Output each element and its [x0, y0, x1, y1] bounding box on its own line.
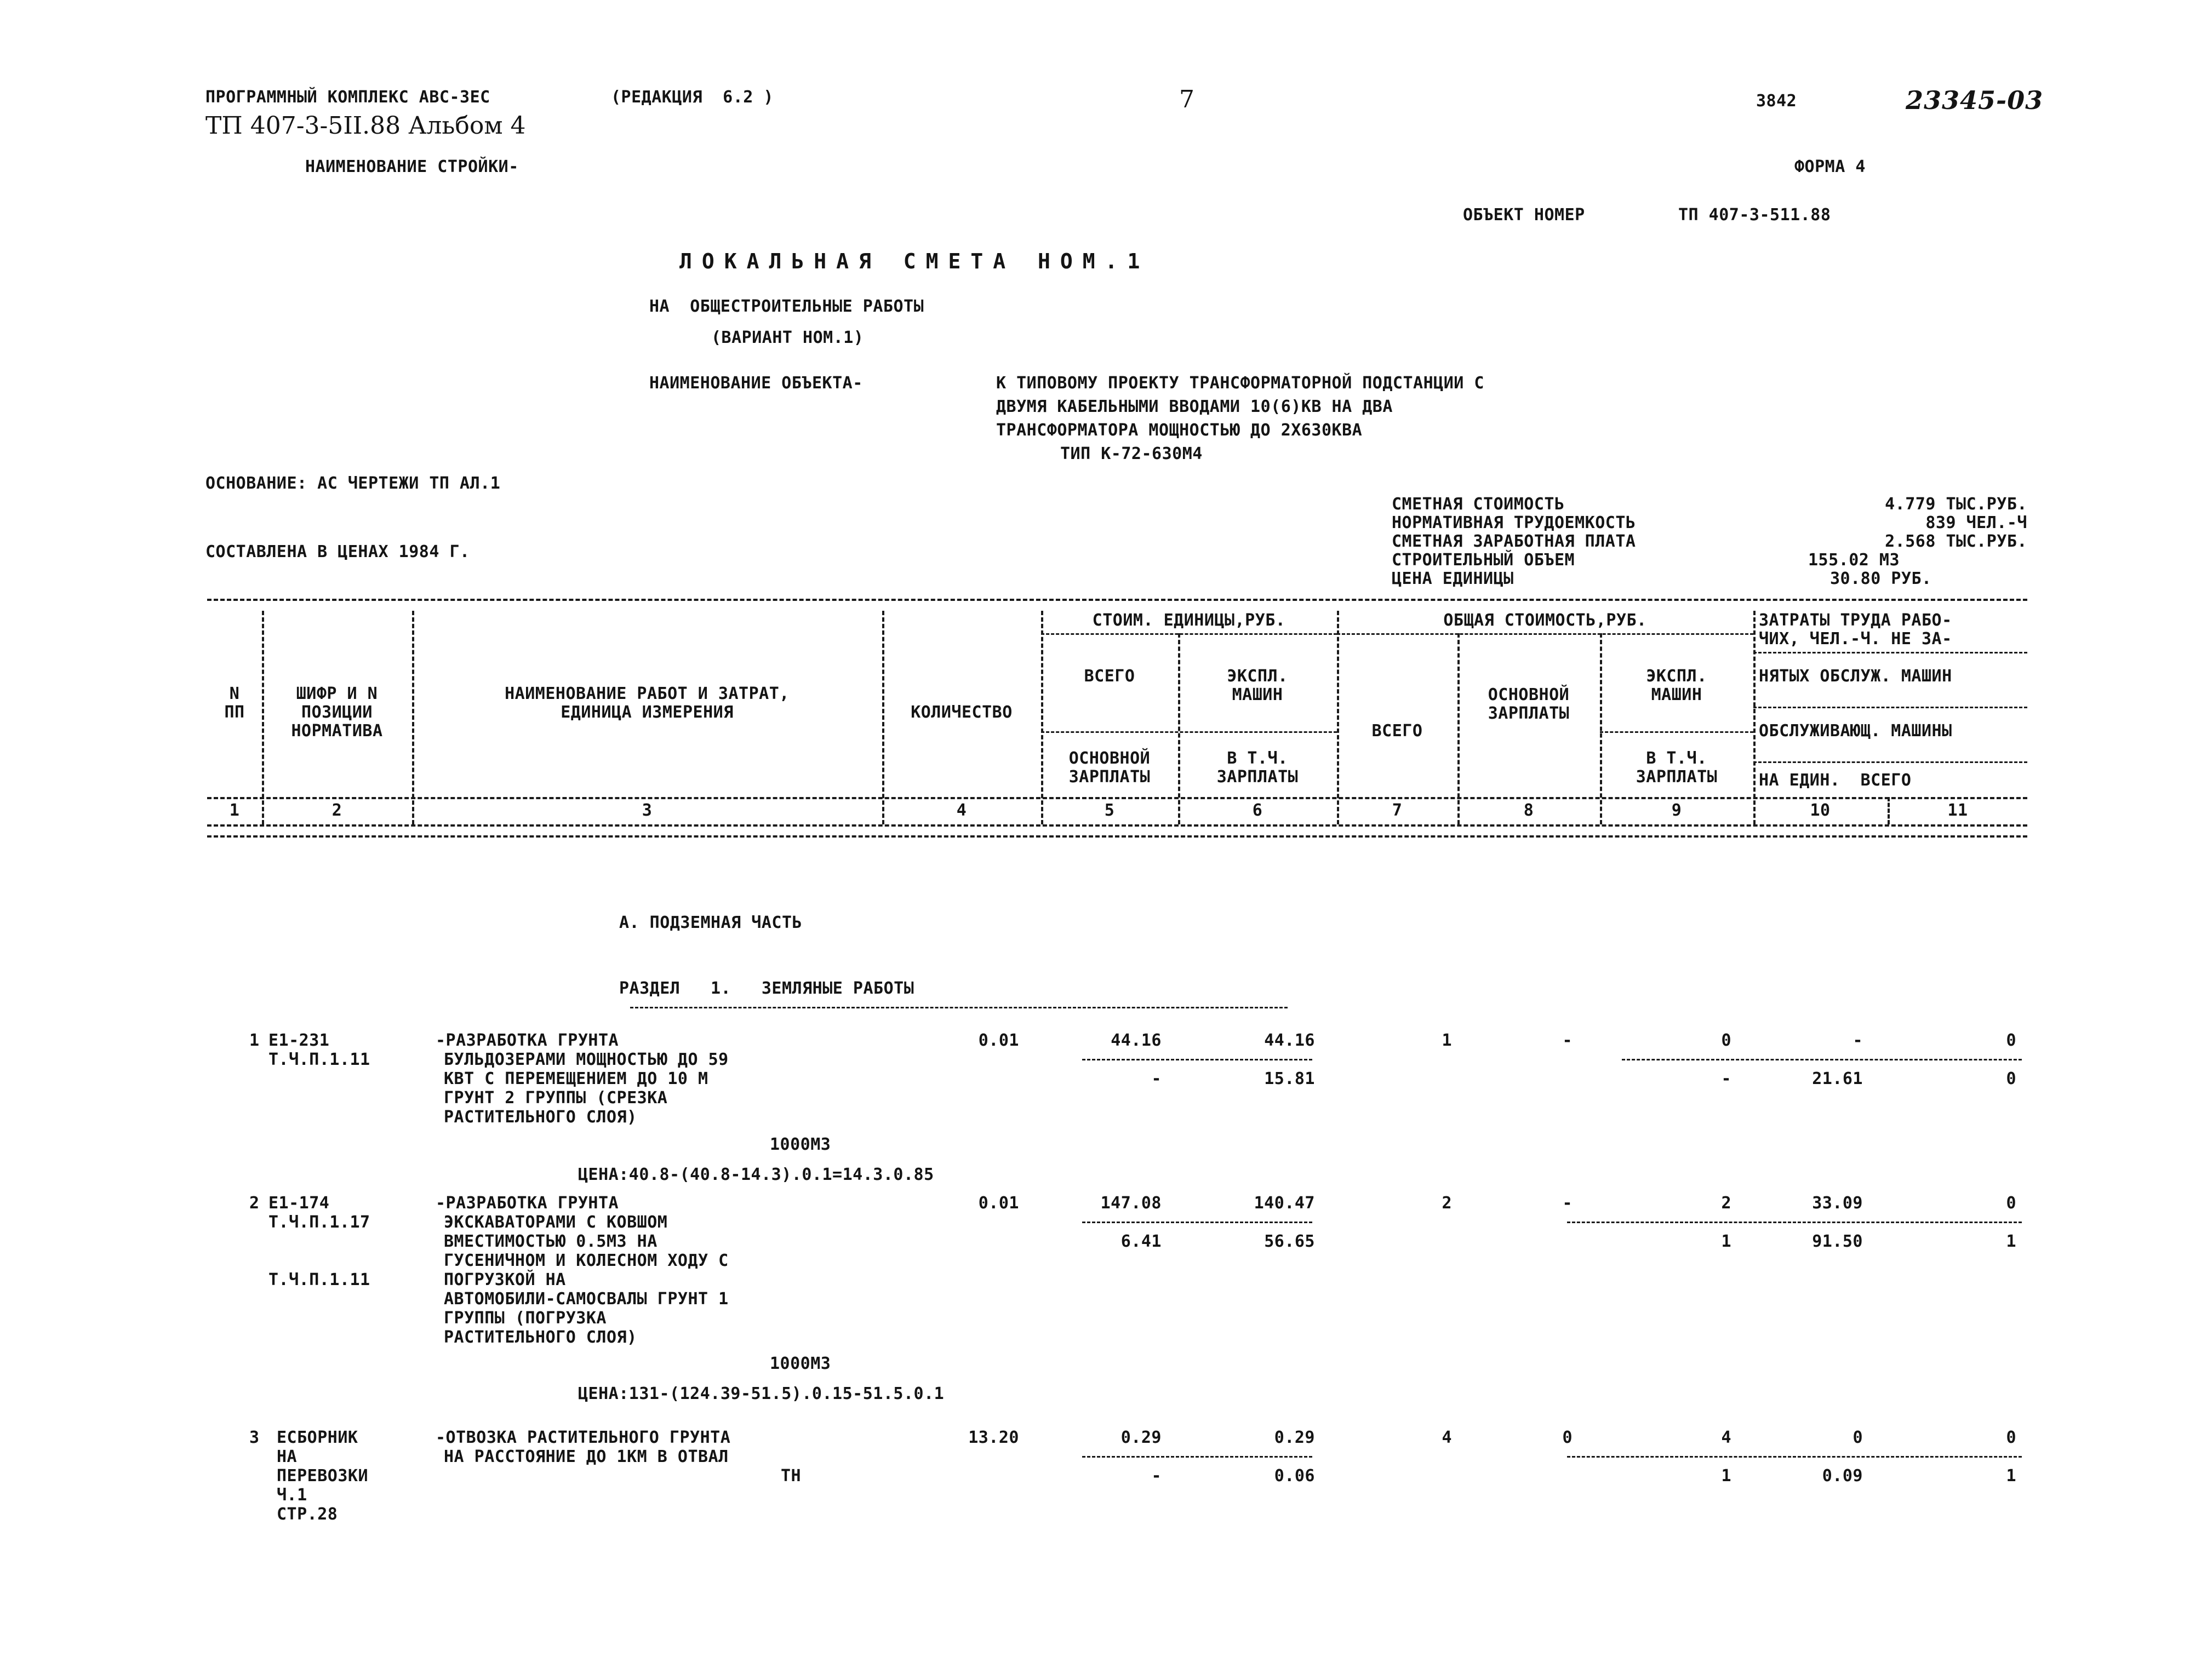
row-c6: 0.29 [1274, 1428, 1315, 1447]
row-c5: 0.29 [1120, 1428, 1162, 1447]
col-header-code: НОРМАТИВА [291, 721, 383, 741]
row-c6: 140.47 [1254, 1194, 1315, 1213]
row-c10-lower: 21.61 [1812, 1069, 1863, 1088]
row-unit: ТН [781, 1466, 802, 1486]
row-c6-lower: 15.81 [1264, 1069, 1315, 1088]
row-c8: - [1562, 1031, 1573, 1050]
summary-value: 2.568 ТЫС.РУБ. [1885, 532, 2027, 551]
col-number: 8 [1523, 801, 1534, 820]
col-header-c8: ЗАРПЛАТЫ [1488, 704, 1570, 723]
row-code: Ч.1 [277, 1486, 307, 1505]
labor-sub-rule-3 [1753, 761, 2027, 763]
prices-year-line: СОСТАВЛЕНА В ЦЕНАХ 1984 Г. [205, 542, 470, 561]
col-number: 9 [1671, 801, 1682, 820]
form-label: ФОРМА 4 [1794, 157, 1866, 176]
unit-cost-sub-rule [1041, 633, 1337, 635]
row-c9: 4 [1721, 1428, 1731, 1447]
col-header-c9: ЭКСПЛ. [1646, 667, 1707, 686]
col-header-c5-lower: ОСНОВНОЙ [1068, 749, 1151, 768]
row-c6-lower: 0.06 [1274, 1466, 1315, 1486]
row-code: Е1-231 [268, 1031, 330, 1050]
row-c9: 2 [1721, 1194, 1731, 1213]
table-double-rule [207, 835, 2027, 838]
row-c10: 33.09 [1812, 1194, 1863, 1213]
row-code: СТР.28 [277, 1505, 338, 1524]
column-divider [1600, 633, 1602, 824]
row-description: ЭКСКАВАТОРАМИ С КОВШОМ [444, 1213, 668, 1232]
c9-mid-rule [1600, 731, 1753, 733]
column-divider [1178, 633, 1180, 824]
row-c5-lower: - [1151, 1069, 1162, 1088]
col-header-c9: МАШИН [1651, 685, 1702, 704]
summary-label: СМЕТНАЯ ЗАРАБОТНАЯ ПЛАТА [1392, 532, 1636, 551]
col-header-code: ШИФР И N [296, 684, 378, 703]
row-quantity: 0.01 [978, 1194, 1019, 1213]
row-price-formula: ЦЕНА:131-(124.39-51.5).0.15-51.5.0.1 [578, 1384, 945, 1403]
col-header-n: ПП [224, 703, 245, 722]
part-title: А. ПОДЗЕМНАЯ ЧАСТЬ [619, 913, 803, 932]
row-description: РАСТИТЕЛЬНОГО СЛОЯ) [444, 1108, 637, 1127]
col-header-c5: ВСЕГО [1084, 667, 1135, 686]
page-number: 7 [1179, 85, 1194, 113]
table-numbers-rule [207, 824, 2027, 827]
col-number: 11 [1947, 801, 1968, 820]
col-header-labor: ОБСЛУЖИВАЮЩ. МАШИНЫ [1759, 721, 1952, 741]
col-header-total-cost: ОБЩАЯ СТОИМОСТЬ,РУБ. [1443, 611, 1647, 630]
col-number: 7 [1392, 801, 1403, 820]
row-description: -ОТВОЗКА РАСТИТЕЛЬНОГО ГРУНТА [436, 1428, 731, 1447]
col-header-c5-lower: ЗАРПЛАТЫ [1068, 767, 1151, 787]
estimate-title: ЛОКАЛЬНАЯ СМЕТА НОМ.1 [679, 249, 1150, 273]
col-header-n: N [229, 684, 240, 703]
col-header-labor: ЧИХ, ЧЕЛ.-Ч. НЕ ЗА- [1759, 629, 1952, 649]
row-code: ПЕРЕВОЗКИ [277, 1466, 369, 1486]
col-header-labor: ЗАТРАТЫ ТРУДА РАБО- [1759, 611, 1952, 630]
total-cost-sub-rule [1337, 633, 1753, 635]
col-header-description: ЕДИНИЦА ИЗМЕРЕНИЯ [561, 703, 734, 722]
row-price-formula: ЦЕНА:40.8-(40.8-14.3).0.1=14.3.0.85 [578, 1165, 934, 1184]
row-c6: 44.16 [1264, 1031, 1315, 1050]
col-header-quantity: КОЛИЧЕСТВО [911, 703, 1013, 722]
labor-sub-rule-1 [1753, 652, 2027, 653]
labor-sub-rule-2 [1753, 707, 2027, 708]
project-label: ТП 407-3-5II.88 Альбом 4 [205, 112, 526, 140]
row-code: НА [277, 1447, 298, 1466]
col-header-c7: ВСЕГО [1371, 721, 1423, 741]
column-divider [1457, 633, 1460, 824]
object-name-line-3: ТРАНСФОРМАТОРА МОЩНОСТЬЮ ДО 2Х630КВА [996, 421, 1363, 440]
row-description: ГРУППЫ (ПОГРУЗКА [444, 1309, 607, 1328]
row-description: ПОГРУЗКОЙ НА [444, 1270, 566, 1289]
row-c11-lower: 0 [2006, 1069, 2016, 1088]
col-number: 6 [1252, 801, 1263, 820]
object-name-line-1: К ТИПОВОМУ ПРОЕКТУ ТРАНСФОРМАТОРНОЙ ПОДСТАНЦИИ С [996, 374, 1484, 393]
row-quantity: 13.20 [968, 1428, 1019, 1447]
row-c5: 147.08 [1100, 1194, 1162, 1213]
program-name: ПРОГРАММНЫЙ КОМПЛЕКС АВС-3ЕС [205, 88, 490, 107]
row-c11-lower: 1 [2006, 1232, 2016, 1251]
col-header-c9-lower: ЗАРПЛАТЫ [1636, 767, 1718, 787]
summary-value: 839 ЧЕЛ.-Ч [1925, 513, 2027, 532]
row-code: Т.Ч.П.1.11 [268, 1050, 370, 1069]
row-number: 2 [249, 1194, 260, 1213]
col-header-c6: МАШИН [1232, 685, 1283, 704]
edition-label: (РЕДАКЦИЯ 6.2 ) [611, 88, 774, 107]
object-name-label: НАИМЕНОВАНИЕ ОБЪЕКТА- [649, 374, 863, 393]
row-c9-lower: - [1721, 1069, 1731, 1088]
cell-divider [1082, 1059, 1312, 1060]
row-c9-lower: 1 [1721, 1466, 1731, 1486]
col-number: 3 [642, 801, 653, 820]
construction-name-label: НАИМЕНОВАНИЕ СТРОЙКИ- [305, 157, 519, 176]
row-c9-lower: 1 [1721, 1232, 1731, 1251]
col-header-code: ПОЗИЦИИ [301, 703, 373, 722]
column-divider [1041, 611, 1043, 824]
row-description: НА РАССТОЯНИЕ ДО 1КМ В ОТВАЛ [444, 1447, 729, 1466]
row-c10: - [1852, 1031, 1863, 1050]
summary-value: 30.80 РУБ. [1830, 569, 1932, 588]
row-c5-lower: - [1151, 1466, 1162, 1486]
row-code: Т.Ч.П.1.17 [268, 1213, 370, 1232]
object-number-label: ОБЪЕКТ НОМЕР [1463, 205, 1585, 225]
row-c10-lower: 91.50 [1812, 1232, 1863, 1251]
row-c8: 0 [1562, 1428, 1573, 1447]
row-description: ВМЕСТИМОСТЬЮ 0.5М3 НА [444, 1232, 657, 1251]
row-code: Т.Ч.П.1.11 [268, 1270, 370, 1289]
col-number: 2 [331, 801, 342, 820]
row-number: 1 [249, 1031, 260, 1050]
summary-label: НОРМАТИВНАЯ ТРУДОЕМКОСТЬ [1392, 513, 1636, 532]
row-description: АВТОМОБИЛИ-САМОСВАЛЫ ГРУНТ 1 [444, 1289, 729, 1309]
col-header-c8: ОСНОВНОЙ [1488, 685, 1570, 704]
summary-label: СТРОИТЕЛЬНЫЙ ОБЪЕМ [1392, 551, 1575, 570]
row-code: ЕСБОРНИК [277, 1428, 358, 1447]
document-code: 23345-03 [1906, 85, 2044, 115]
row-c7: 1 [1442, 1031, 1452, 1050]
row-unit: 1000М3 [770, 1354, 831, 1373]
row-c10-lower: 0.09 [1822, 1466, 1863, 1486]
row-c11: 0 [2006, 1194, 2016, 1213]
row-c11: 0 [2006, 1031, 2016, 1050]
section-underline [630, 1007, 1288, 1008]
row-c6-lower: 56.65 [1264, 1232, 1315, 1251]
section-title: РАЗДЕЛ 1. ЗЕМЛЯНЫЕ РАБОТЫ [619, 979, 914, 998]
row-c11-lower: 1 [2006, 1466, 2016, 1486]
summary-label: ЦЕНА ЕДИНИЦЫ [1392, 569, 1514, 588]
summary-label: СМЕТНАЯ СТОИМОСТЬ [1392, 495, 1565, 514]
row-c5-lower: 6.41 [1120, 1232, 1162, 1251]
col-header-c6: ЭКСПЛ. [1227, 667, 1288, 686]
row-description: -РАЗРАБОТКА ГРУНТА [436, 1194, 619, 1213]
row-c5: 44.16 [1111, 1031, 1162, 1050]
col-number: 4 [956, 801, 967, 820]
cell-divider [1082, 1222, 1312, 1223]
row-unit: 1000М3 [770, 1135, 831, 1154]
row-description: ГРУНТ 2 ГРУППЫ (СРЕЗКА [444, 1088, 668, 1108]
column-divider [1753, 611, 1756, 824]
col-header-labor: НЯТЫХ ОБСЛУЖ. МАШИН [1759, 667, 1952, 686]
object-name-line-4: ТИП К-72-630М4 [1060, 444, 1203, 463]
col-header-c6-lower: ЗАРПЛАТЫ [1216, 767, 1299, 787]
summary-value: 4.779 ТЫС.РУБ. [1885, 495, 2027, 514]
col-header-unit-cost: СТОИМ. ЕДИНИЦЫ,РУБ. [1092, 611, 1286, 630]
estimate-subtitle-1: НА ОБЩЕСТРОИТЕЛЬНЫЕ РАБОТЫ [649, 297, 924, 316]
row-description: ГУСЕНИЧНОМ И КОЛЕСНОМ ХОДУ С [444, 1251, 729, 1270]
cell-divider [1082, 1456, 1312, 1458]
sheet-code: 3842 [1756, 91, 1797, 111]
col-header-c6-lower: В Т.Ч. [1227, 749, 1288, 768]
row-c10: 0 [1852, 1428, 1863, 1447]
column-divider [1337, 611, 1339, 824]
row-c9: 0 [1721, 1031, 1731, 1050]
summary-value: 155.02 М3 [1808, 551, 1900, 570]
object-name-line-2: ДВУМЯ КАБЕЛЬНЫМИ ВВОДАМИ 10(6)КВ НА ДВА [996, 397, 1393, 416]
row-code: Е1-174 [268, 1194, 330, 1213]
object-number-value: ТП 407-3-511.88 [1678, 205, 1831, 225]
row-number: 3 [249, 1428, 260, 1447]
estimate-subtitle-2: (ВАРИАНТ НОМ.1) [711, 328, 864, 347]
col-header-c9-lower: В Т.Ч. [1646, 749, 1707, 768]
unit-cost-mid-rule [1041, 731, 1337, 733]
col-header-labor: НА ЕДИН. ВСЕГО [1759, 771, 1912, 790]
col-number: 1 [229, 801, 240, 820]
cell-divider [1567, 1222, 2022, 1223]
row-description: РАСТИТЕЛЬНОГО СЛОЯ) [444, 1328, 637, 1347]
cell-divider [1622, 1059, 2022, 1060]
row-c11: 0 [2006, 1428, 2016, 1447]
row-description: КВТ С ПЕРЕМЕЩЕНИЕМ ДО 10 М [444, 1069, 708, 1088]
row-quantity: 0.01 [978, 1031, 1019, 1050]
row-description: БУЛЬДОЗЕРАМИ МОЩНОСТЬЮ ДО 59 [444, 1050, 729, 1069]
table-top-rule [207, 599, 2027, 601]
col-number: 5 [1104, 801, 1115, 820]
cell-divider [1567, 1456, 2022, 1458]
col-header-description: НАИМЕНОВАНИЕ РАБОТ И ЗАТРАТ, [505, 684, 790, 703]
row-description: -РАЗРАБОТКА ГРУНТА [436, 1031, 619, 1050]
row-c7: 2 [1442, 1194, 1452, 1213]
row-c7: 4 [1442, 1428, 1452, 1447]
row-c8: - [1562, 1194, 1573, 1213]
col-number: 10 [1810, 801, 1831, 820]
basis-line: ОСНОВАНИЕ: АС ЧЕРТЕЖИ ТП АЛ.1 [205, 474, 501, 493]
